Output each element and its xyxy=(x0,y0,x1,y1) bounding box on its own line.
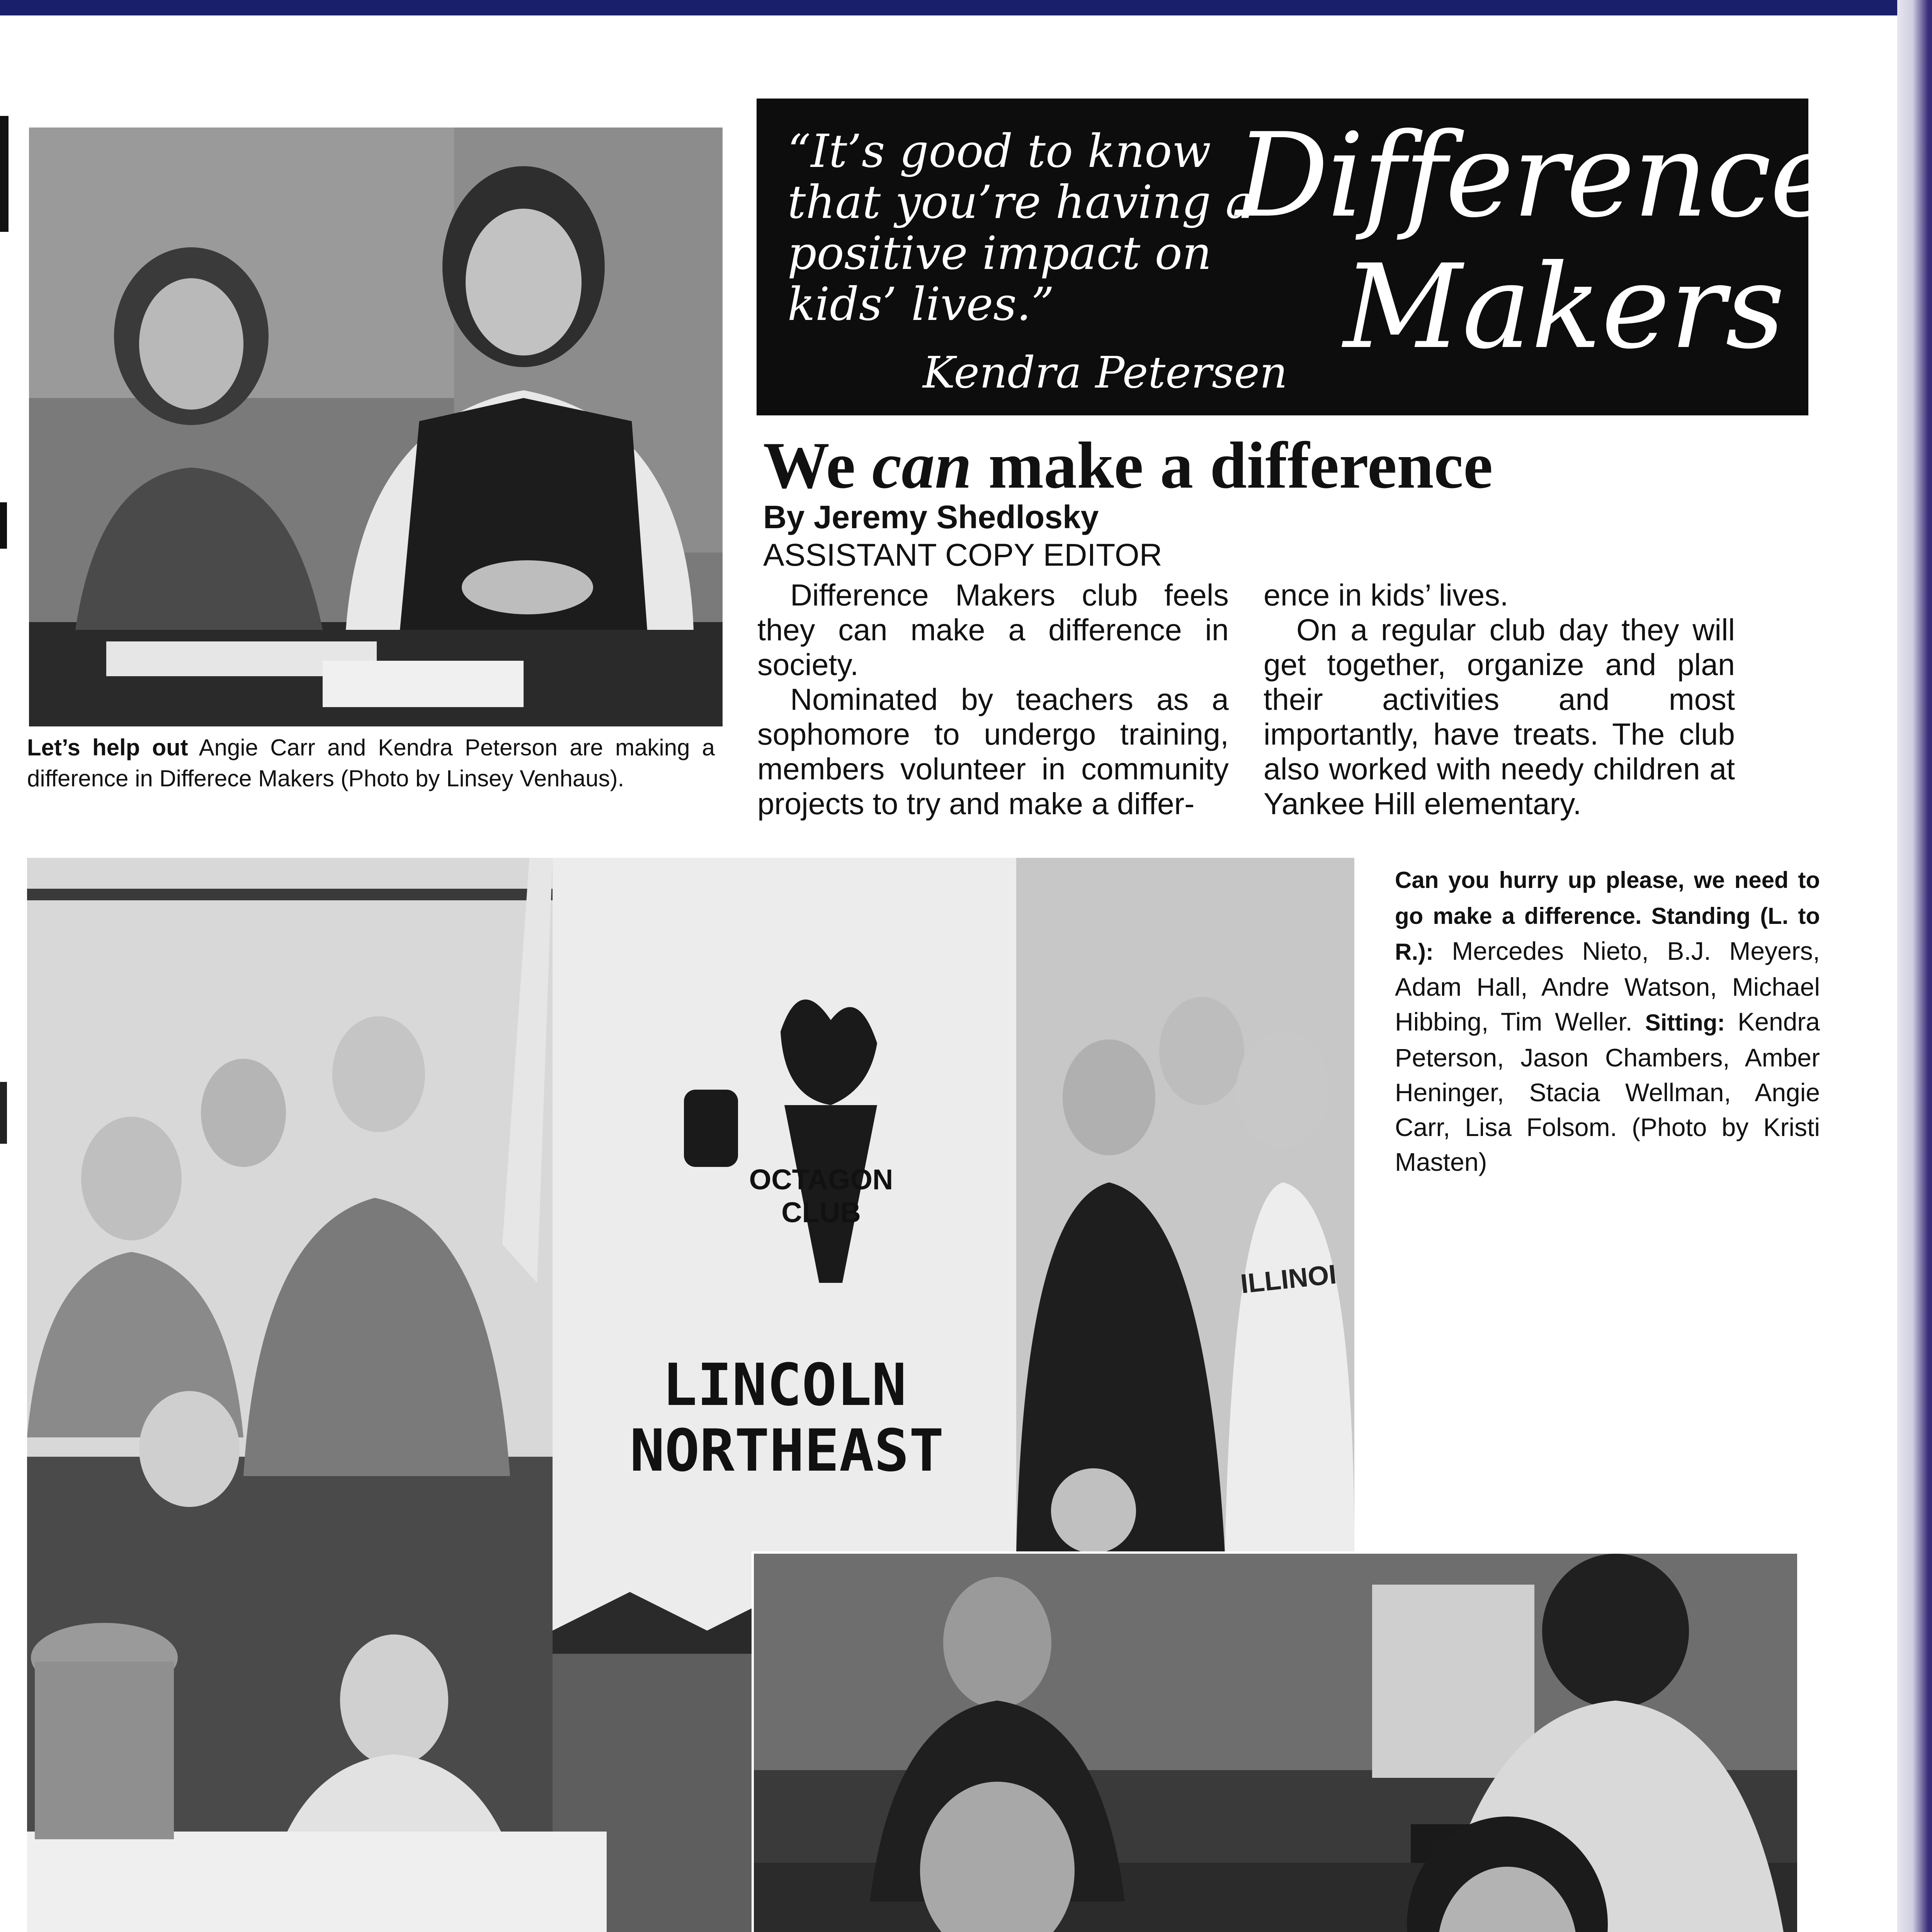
article-paragraph: Difference Makers club feels they can make a difference in society. xyxy=(757,578,1229,682)
pull-quote-line: kids’ lives.” xyxy=(787,277,1054,331)
article-column-2 xyxy=(1264,578,1735,821)
page-left-edge-mark xyxy=(0,116,9,232)
caption-lead: Can you hurry up please, we need to go make a difference. Standing (L. to R.): xyxy=(1395,867,1820,965)
pull-quote-line: that you’re having a xyxy=(787,175,1253,229)
article-paragraph: ence in kids’ lives. xyxy=(1264,578,1509,612)
section-title-line2: Makers xyxy=(1343,240,1785,374)
shirt-text: ILLINOI xyxy=(1239,1259,1338,1299)
banner-school-text xyxy=(630,1352,944,1485)
pull-quote-line: “It’s good to know xyxy=(787,124,1211,178)
banner-octagon-line: OCTAGON xyxy=(749,1163,893,1196)
section-title-line1: Difference xyxy=(1236,108,1837,243)
banner-club-line: CLUB xyxy=(781,1196,861,1228)
caption-body: Angie Carr and Kendra Peterson are making a difference in Differece Makers (Photo by Linsey Venhaus). xyxy=(27,735,715,791)
caption-body: Mercedes Nieto, B.J. Meyers, Adam Hall, Andre Watson, Michael Hibbing, Tim Weller. xyxy=(1395,937,1820,1036)
pull-quote xyxy=(787,126,1290,330)
banner-octagon-text xyxy=(744,1163,898,1229)
page-left-edge-mark xyxy=(0,502,7,549)
byline-role: ASSISTANT COPY EDITOR xyxy=(763,537,1162,573)
page-left-edge-mark xyxy=(0,1082,7,1144)
page-top-edge xyxy=(0,0,1932,15)
caption-lead: Sitting: xyxy=(1645,1010,1725,1036)
pull-quote-line: positive impact on xyxy=(787,226,1212,280)
byline: By Jeremy Shedlosky xyxy=(763,499,1099,535)
pull-quote-author: Kendra Petersen xyxy=(923,348,1288,398)
article-headline xyxy=(763,429,1493,502)
caption-body: Kendra Peterson, Jason Chambers, Amber Heninger, Stacia Wellman, Angie Carr, Lisa Folsom. (Photo by Kristi Masten) xyxy=(1395,1007,1820,1176)
headline-part: make a difference xyxy=(971,429,1493,502)
photo-angie-kendra xyxy=(29,128,723,726)
caption-lead: Let’s help out xyxy=(27,735,188,760)
article-paragraph: Nominated by teachers as a sophomore to undergo training, members volunteer in community projects to try and make a differ- xyxy=(757,682,1229,821)
article-column-1 xyxy=(757,578,1229,821)
photo-scott-teresa xyxy=(752,1551,1799,1932)
banner-school-line: NORTHEAST xyxy=(630,1417,944,1485)
article-paragraph: On a regular club day they will get together, organize and plan their activities and most importantly, have treats. The club also worked with needy children at Yankee Hill elementary. xyxy=(1264,612,1735,821)
caption-photo-2 xyxy=(1395,862,1820,1179)
page-binding-edge xyxy=(1897,0,1932,1932)
section-title xyxy=(1236,108,1837,374)
headline-part: We xyxy=(763,429,872,502)
caption-photo-1 xyxy=(27,732,715,794)
banner-school-line: LINCOLN xyxy=(662,1352,907,1419)
headline-emphasis: can xyxy=(872,429,972,502)
header-quote-box xyxy=(757,99,1837,415)
